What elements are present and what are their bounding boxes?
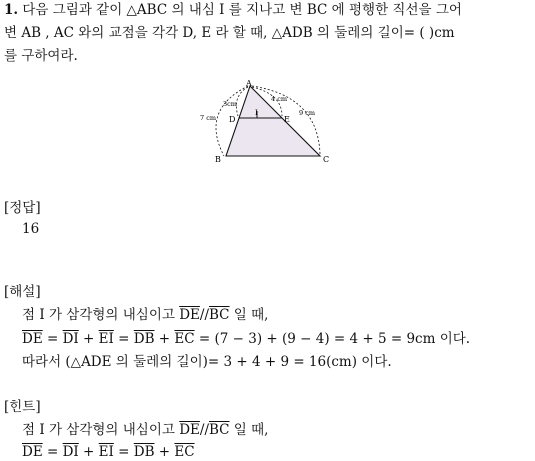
answer-heading: [정답] xyxy=(4,200,41,216)
label-i: I xyxy=(255,109,258,117)
segment-db-label: $\overline{DB}$ xyxy=(133,331,155,347)
segment-bc-label: $\overline{BC}$ xyxy=(209,307,230,323)
length-ad: 3cm xyxy=(223,100,237,108)
triangle-figure xyxy=(196,78,341,166)
problem-text-1: 다음 그림과 같이 △ABC 의 내심 I 를 지나고 변 BC 에 평행한 직선을 그어 xyxy=(22,2,462,18)
problem-line-1 xyxy=(4,1,462,19)
parallel-symbol: // xyxy=(199,307,209,323)
segment-ei-label: $\overline{EI}$ xyxy=(98,331,114,347)
explanation-line-3: 따라서 (△ADE 의 둘레의 길이)= 3 + 4 + 9 = 16(cm) 이다. xyxy=(22,354,392,370)
segment-de-label: $\overline{DE}$ xyxy=(179,422,200,438)
hint-text-1a: 점 I 가 삼각형의 내심이고 xyxy=(22,422,180,438)
problem-text-3: 를 구하여라. xyxy=(4,48,78,64)
segment-de-label: $\overline{DE}$ xyxy=(22,331,43,347)
segment-ec-label: $\overline{EC}$ xyxy=(174,331,195,347)
explanation-line-1 xyxy=(22,306,268,324)
hint-line-2: $\overline{DE} = \overline{DI} + \overline{EI} = \overline{DB} + \overline{EC}$ xyxy=(22,444,195,460)
hint-text-1b: 일 때, xyxy=(229,422,269,438)
segment-de-label: $\overline{DE}$ xyxy=(179,307,200,323)
label-e: E xyxy=(284,115,290,124)
problem-line-2 xyxy=(4,24,455,42)
explanation-line-2: $\overline{DE} = \overline{DI} + \overline{EI} = \overline{DB} + \overline{EC} = (7 - 3) + (9 - 4) = 4 + 5 = 9cm$ 이다. xyxy=(22,331,471,347)
length-ac: 9 cm xyxy=(299,109,316,117)
problem-number: 1. xyxy=(4,2,19,18)
explanation-heading: [해설] xyxy=(4,284,41,300)
explanation-text-1b: 일 때, xyxy=(229,307,269,323)
hint-heading: [힌트] xyxy=(4,399,41,415)
segment-db-label: $\overline{DB}$ xyxy=(133,444,155,460)
explanation-equation: = (7 − 3) + (9 − 4) = 4 + 5 = 9cm 이다. xyxy=(194,331,471,347)
segment-bc-label: $\overline{BC}$ xyxy=(209,422,230,438)
segment-ei-label: $\overline{EI}$ xyxy=(98,444,114,460)
parallel-symbol: // xyxy=(199,422,209,438)
segment-di-label: $\overline{DI}$ xyxy=(62,444,79,460)
segment-ec-label: $\overline{EC}$ xyxy=(174,444,195,460)
hint-line-1 xyxy=(22,421,268,439)
label-b: B xyxy=(215,155,221,164)
label-a: A xyxy=(246,79,252,88)
length-ab: 7 cm xyxy=(200,114,217,122)
label-d: D xyxy=(229,115,236,124)
problem-text-2: 변 AB , AC 와의 교점을 각각 D, E 라 할 때, △ADB 의 둘레의 길이= ( )cm xyxy=(4,25,455,41)
segment-de-label: $\overline{DE}$ xyxy=(22,444,43,460)
label-c: C xyxy=(323,155,330,164)
segment-di-label: $\overline{DI}$ xyxy=(62,331,79,347)
length-ae: 4 cm xyxy=(271,95,288,103)
answer-value: 16 xyxy=(22,221,40,237)
problem-line-3 xyxy=(4,47,78,65)
explanation-text-1a: 점 I 가 삼각형의 내심이고 xyxy=(22,307,180,323)
